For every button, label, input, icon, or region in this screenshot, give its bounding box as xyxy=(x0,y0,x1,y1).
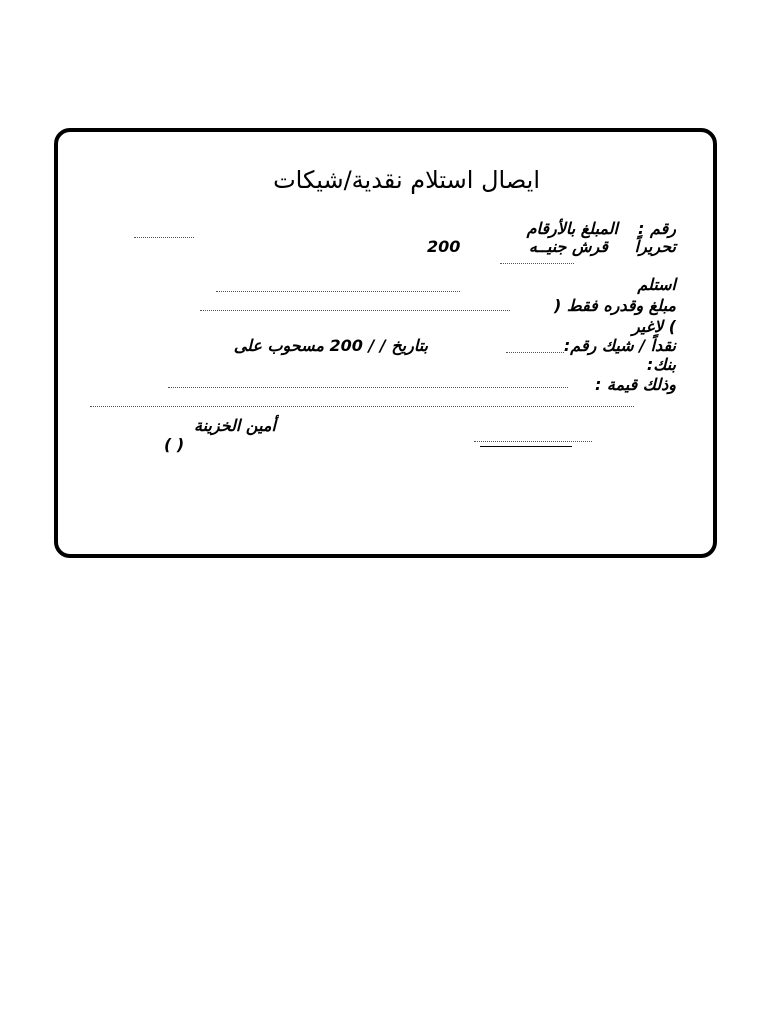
bank-field[interactable] xyxy=(168,387,568,388)
value-label: وذلك قيمة : xyxy=(594,375,676,394)
amount-text-label: مبلغ وقدره فقط ( xyxy=(553,296,676,315)
receiver-signature-line[interactable] xyxy=(480,446,572,447)
amount-digits-field[interactable] xyxy=(500,263,574,264)
receiver-signature-dots xyxy=(474,441,592,442)
treasurer-label: أمين الخزينة xyxy=(194,416,276,435)
date-year-prefix: 200 xyxy=(427,237,461,256)
cheque-date-drawn-on-label: بتاريخ / / 200 مسحوب على xyxy=(233,336,428,355)
receipt-number-label: رقم : xyxy=(638,219,676,238)
currency-units: قرش جنيــه xyxy=(528,237,608,256)
received-from-field[interactable] xyxy=(216,291,460,292)
nothing-else-label: ) لاغير xyxy=(631,317,676,336)
value-field[interactable] xyxy=(90,406,634,407)
receipt-title: ايصال استلام نقدية/شيكات xyxy=(273,166,540,194)
bank-label: بنك: xyxy=(646,355,676,374)
receipt-number-field[interactable] xyxy=(134,237,194,238)
cash-cheque-label: نقداً / شيك رقم: xyxy=(563,336,676,355)
received-label: استلم xyxy=(637,275,676,294)
written-label: تحريراً xyxy=(634,237,676,256)
treasurer-brackets[interactable]: ( ) xyxy=(164,435,185,454)
amount-text-field[interactable] xyxy=(200,310,510,311)
amount-digits-label: المبلغ بالأرقام xyxy=(526,219,618,238)
cheque-number-field[interactable] xyxy=(506,352,564,353)
